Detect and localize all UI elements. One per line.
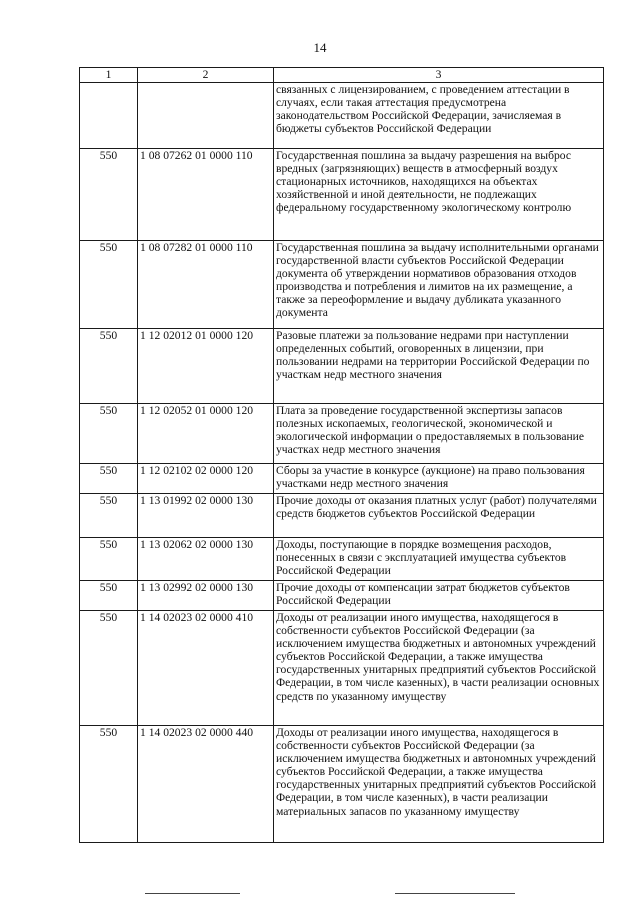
- table-row: [80, 404, 604, 464]
- table-row: [80, 494, 604, 538]
- column-header-code: 2: [138, 68, 274, 83]
- table-row: [80, 149, 604, 241]
- budget-code-cell: 1 12 02052 01 0000 120: [138, 404, 274, 464]
- table-row: [80, 241, 604, 329]
- description-cell: Доходы от реализации иного имущества, находящегося в собственности субъектов Российской Федерации (за исключением имущества бюджетных и автономных учреждений субъектов Российской Федерации, а также имущества государственных унитарных предприятий субъектов Российской Федерации, в том числе казенных), в части реализации материальных запасов по указанному имуществу: [274, 726, 604, 843]
- table-row: [80, 83, 604, 149]
- admin-code-cell: 550: [80, 464, 138, 494]
- budget-code-cell: 1 14 02023 02 0000 410: [138, 611, 274, 726]
- admin-code-cell: 550: [80, 581, 138, 611]
- description-cell: Доходы, поступающие в порядке возмещения расходов, понесенных в связи с эксплуатацией имущества субъектов Российской Федерации: [274, 538, 604, 581]
- budget-code-cell: 1 14 02023 02 0000 440: [138, 726, 274, 843]
- budget-code-cell: 1 13 02062 02 0000 130: [138, 538, 274, 581]
- revenue-codes-table: [79, 67, 604, 843]
- footer-divider-left: [145, 893, 240, 894]
- budget-code-cell: 1 08 07262 01 0000 110: [138, 149, 274, 241]
- description-cell: Сборы за участие в конкурсе (аукционе) на право пользования участками недр местного значения: [274, 464, 604, 494]
- admin-code-cell: 550: [80, 241, 138, 329]
- page-number: 14: [313, 40, 327, 55]
- description-cell: Государственная пошлина за выдачу разрешения на выброс вредных (загрязняющих) веществ в атмосферный воздух стационарных источников, находящихся на объектах хозяйственной и иной деятельности, не подлежащих федеральному государственному экологическому контролю: [274, 149, 604, 241]
- column-header-description: 3: [274, 68, 604, 83]
- budget-code-cell: 1 13 02992 02 0000 130: [138, 581, 274, 611]
- admin-code-cell: 550: [80, 329, 138, 404]
- description-cell: Разовые платежи за пользование недрами при наступлении определенных событий, оговоренных в лицензии, при пользовании недрами на территории Российской Федерации по участкам недр местного значения: [274, 329, 604, 404]
- description-cell: Прочие доходы от компенсации затрат бюджетов субъектов Российской Федерации: [274, 581, 604, 611]
- table-row: [80, 611, 604, 726]
- table-row: [80, 581, 604, 611]
- budget-code-cell: 1 12 02012 01 0000 120: [138, 329, 274, 404]
- table-row: [80, 464, 604, 494]
- table-row: [80, 538, 604, 581]
- table-row: [80, 329, 604, 404]
- admin-code-cell: 550: [80, 404, 138, 464]
- admin-code-cell: 550: [80, 149, 138, 241]
- description-cell: Государственная пошлина за выдачу исполнительными органами государственной власти субъектов Российской Федерации документа об утверждении нормативов образования отходов производства и потребления и лимитов на их размещение, а также за переоформление и выдачу дубликата указанного документа: [274, 241, 604, 329]
- admin-code-cell: 550: [80, 494, 138, 538]
- admin-code-cell: 550: [80, 726, 138, 843]
- table-header-row: [80, 68, 604, 83]
- budget-code-cell: 1 08 07282 01 0000 110: [138, 241, 274, 329]
- description-cell: Доходы от реализации иного имущества, находящегося в собственности субъектов Российской Федерации (за исключением имущества бюджетных и автономных учреждений субъектов Российской Федерации, а также имущества государственных унитарных предприятий субъектов Российской Федерации, в том числе казенных), в части реализации основных средств по указанному имуществу: [274, 611, 604, 726]
- description-cell: связанных с лицензированием, с проведением аттестации в случаях, если такая аттестация предусмотрена законодательством Российской Федерации, зачисляемая в бюджеты субъектов Российской Федерации: [274, 83, 604, 149]
- footer-divider-right: [395, 893, 515, 894]
- budget-code-cell: 1 12 02102 02 0000 120: [138, 464, 274, 494]
- column-header-admin: 1: [80, 68, 138, 83]
- admin-code-cell: 550: [80, 538, 138, 581]
- admin-code-cell: 550: [80, 611, 138, 726]
- description-cell: Прочие доходы от оказания платных услуг (работ) получателями средств бюджетов субъектов Российской Федерации: [274, 494, 604, 538]
- budget-code-cell: 1 13 01992 02 0000 130: [138, 494, 274, 538]
- budget-code-cell: [138, 83, 274, 149]
- table-row: [80, 726, 604, 843]
- admin-code-cell: [80, 83, 138, 149]
- description-cell: Плата за проведение государственной экспертизы запасов полезных ископаемых, геологической, экономической и экологической информации о предоставляемых в пользование участках недр местного значения: [274, 404, 604, 464]
